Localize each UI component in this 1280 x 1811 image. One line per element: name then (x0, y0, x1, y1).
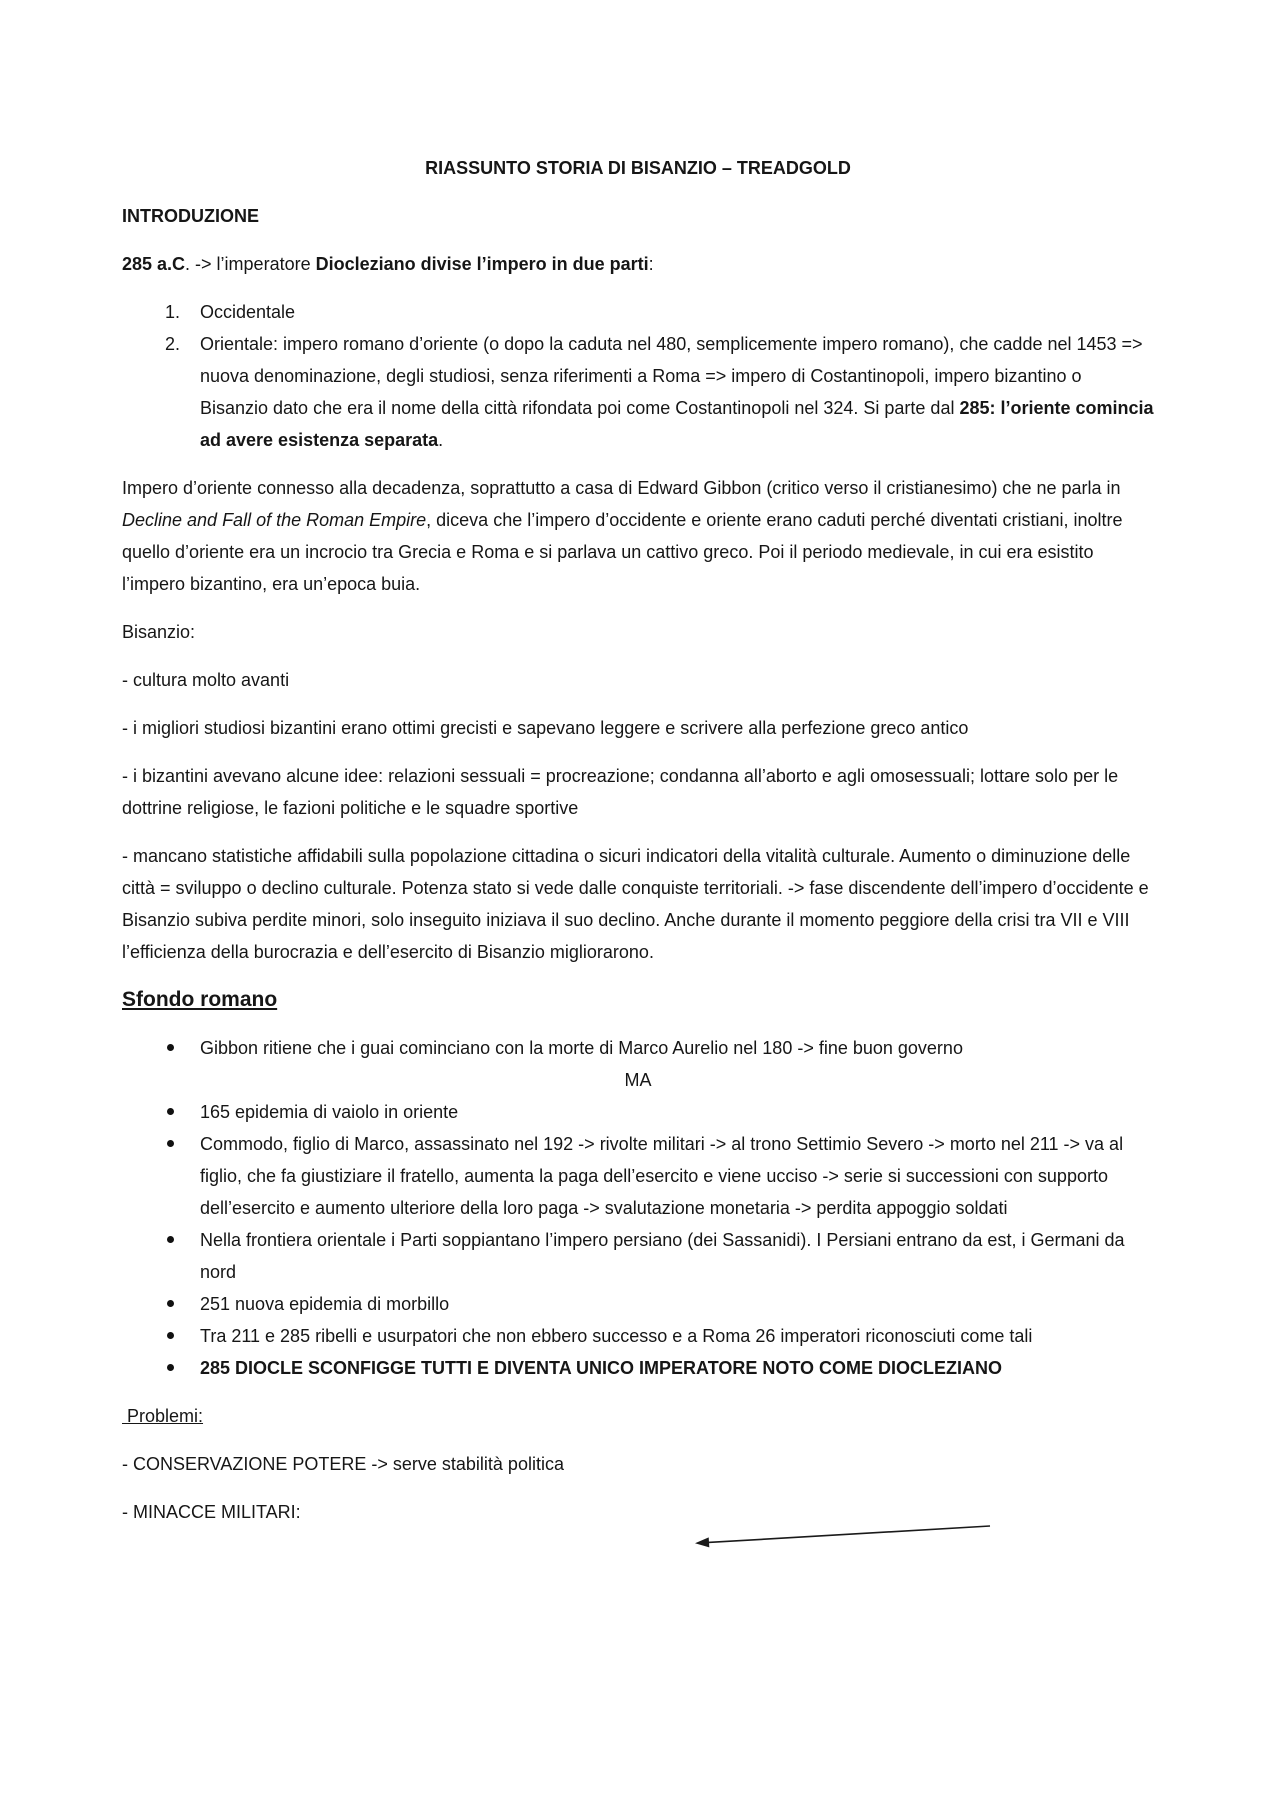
list-item-text: Orientale: impero romano d’oriente (o dopo la caduta nel 480, semplicemente impero romano), che cadde nel 1453 => nuova denominazione, degli studiosi, senza riferimenti a Roma => impero di Costantinopoli, impero bizantino o Bisanzio dato che era il nome della città rifondata poi come Costantinopoli nel 324. Si parte dal (200, 334, 1143, 418)
list-item (122, 328, 1154, 456)
bullet-icon (167, 1236, 174, 1243)
bullet-text: Commodo, figlio di Marco, assassinato nel 192 -> rivolte militari -> al trono Settimio Severo -> morto nel 211 -> va al figlio, che fa giustiziare il fratello, aumenta la paga dell’esercito e viene ucciso -> serie si successioni con supporto dell’esercito e aumento ulteriore della loro paga -> svalutazione monetaria -> perdita appoggio soldati (200, 1134, 1124, 1218)
bullet-text: Tra 211 e 285 ribelli e usurpatori che non ebbero successo e a Roma 26 imperatori riconosciuti come tali (200, 1326, 1033, 1346)
bullet-item (122, 1096, 1154, 1128)
bullet-text: 165 epidemia di vaiolo in oriente (200, 1102, 459, 1122)
arrow-icon (690, 1515, 1000, 1555)
numbered-list (122, 296, 1154, 456)
bullet-icon (167, 1108, 174, 1115)
gibbon-before: Impero d’oriente connesso alla decadenza, soprattutto a casa di Edward Gibbon (critico verso il cristianesimo) che ne parla in (122, 478, 1121, 498)
bullet-icon (167, 1300, 174, 1307)
section-heading-sfondo-romano: Sfondo romano (122, 988, 278, 1011)
bullet-text: Gibbon ritiene che i guai cominciano con la morte di Marco Aurelio nel 180 -> fine buon governo (200, 1038, 963, 1058)
bullet-item (122, 1032, 1154, 1064)
bisanzio-label: Bisanzio: (122, 622, 196, 642)
list-item-text: Occidentale (200, 302, 296, 322)
list-item-bold: 285: l’oriente comincia ad avere esistenza separata (200, 398, 1154, 450)
problemi-item: - MINACCE MILITARI: (122, 1502, 301, 1522)
book-title: Decline and Fall of the Roman Empire (122, 510, 427, 530)
list-item (122, 296, 1154, 328)
gibbon-paragraph (122, 472, 1154, 600)
list-item-end: . (438, 430, 444, 450)
problemi-label-line (122, 1400, 1154, 1432)
bullet-item (122, 1128, 1154, 1224)
document-title: RIASSUNTO STORIA DI BISANZIO – TREADGOLD (425, 158, 851, 178)
lead-text: . -> l’imperatore (185, 254, 316, 274)
list-marker: 1. (164, 302, 180, 322)
problemi-item: - CONSERVAZIONE POTERE -> serve stabilità politica (122, 1454, 564, 1474)
lead-claim: Diocleziano divise l’impero in due parti (315, 254, 649, 274)
intro-heading: INTRODUZIONE (122, 206, 259, 226)
gibbon-after: , diceva che l’impero d’occidente e oriente erano caduti perché diventati cristiani, inoltre quello d’oriente era un incrocio tra Grecia e Roma e si parlava un cattivo greco. Poi il periodo medievale, in cui era esistito l’impero bizantino, era un’epoca buia. (122, 510, 1123, 594)
bullet-item (122, 1288, 1154, 1320)
bisanzio-point: - i bizantini avevano alcune idee: relazioni sessuali = procreazione; condanna all’aborto e agli omosessuali; lottare solo per le dottrine religiose, le fazioni politiche e le squadre sportive (122, 766, 1119, 818)
bullet-item-final (122, 1352, 1154, 1384)
bullet-text: 251 nuova epidemia di morbillo (200, 1294, 450, 1314)
list-marker: 2. (164, 334, 180, 354)
bullet-icon (167, 1044, 174, 1051)
bullet-list (122, 1032, 1154, 1384)
bullet-item (122, 1224, 1154, 1288)
lead-end: : (648, 254, 654, 274)
bullet-icon (167, 1364, 174, 1371)
bisanzio-point: - mancano statistiche affidabili sulla popolazione cittadina o sicuri indicatori della vitalità culturale. Aumento o diminuzione delle città = sviluppo o declino culturale. Potenza stato si vede dalle conquiste territoriali. -> fase discendente dell’impero d’occidente e Bisanzio subiva perdite minori, solo inseguito iniziava il suo declino. Anche durante il momento peggiore della crisi tra VII e VIII l’efficienza della burocrazia e dell’esercito di Bisanzio migliorarono. (122, 846, 1149, 962)
bullet-text-final: 285 DIOCLE SCONFIGGE TUTTI E DIVENTA UNICO IMPERATORE NOTO COME DIOCLEZIANO (200, 1358, 1003, 1378)
lead-date: 285 a.C (122, 254, 186, 274)
bullet-text: Nella frontiera orientale i Parti soppiantano l’impero persiano (dei Sassanidi). I Persiani entrano da est, i Germani da nord (200, 1230, 1125, 1282)
bullet-icon (167, 1140, 174, 1147)
ma-line: MA (624, 1070, 652, 1090)
document-body (122, 152, 1154, 1544)
bullet-item (122, 1320, 1154, 1352)
bisanzio-point: - cultura molto avanti (122, 670, 290, 690)
intro-lead (122, 248, 1154, 280)
bullet-icon (167, 1332, 174, 1339)
bisanzio-point: - i migliori studiosi bizantini erano ottimi grecisti e sapevano leggere e scrivere alla perfezione greco antico (122, 718, 969, 738)
problemi-label: Problemi: (122, 1406, 204, 1426)
